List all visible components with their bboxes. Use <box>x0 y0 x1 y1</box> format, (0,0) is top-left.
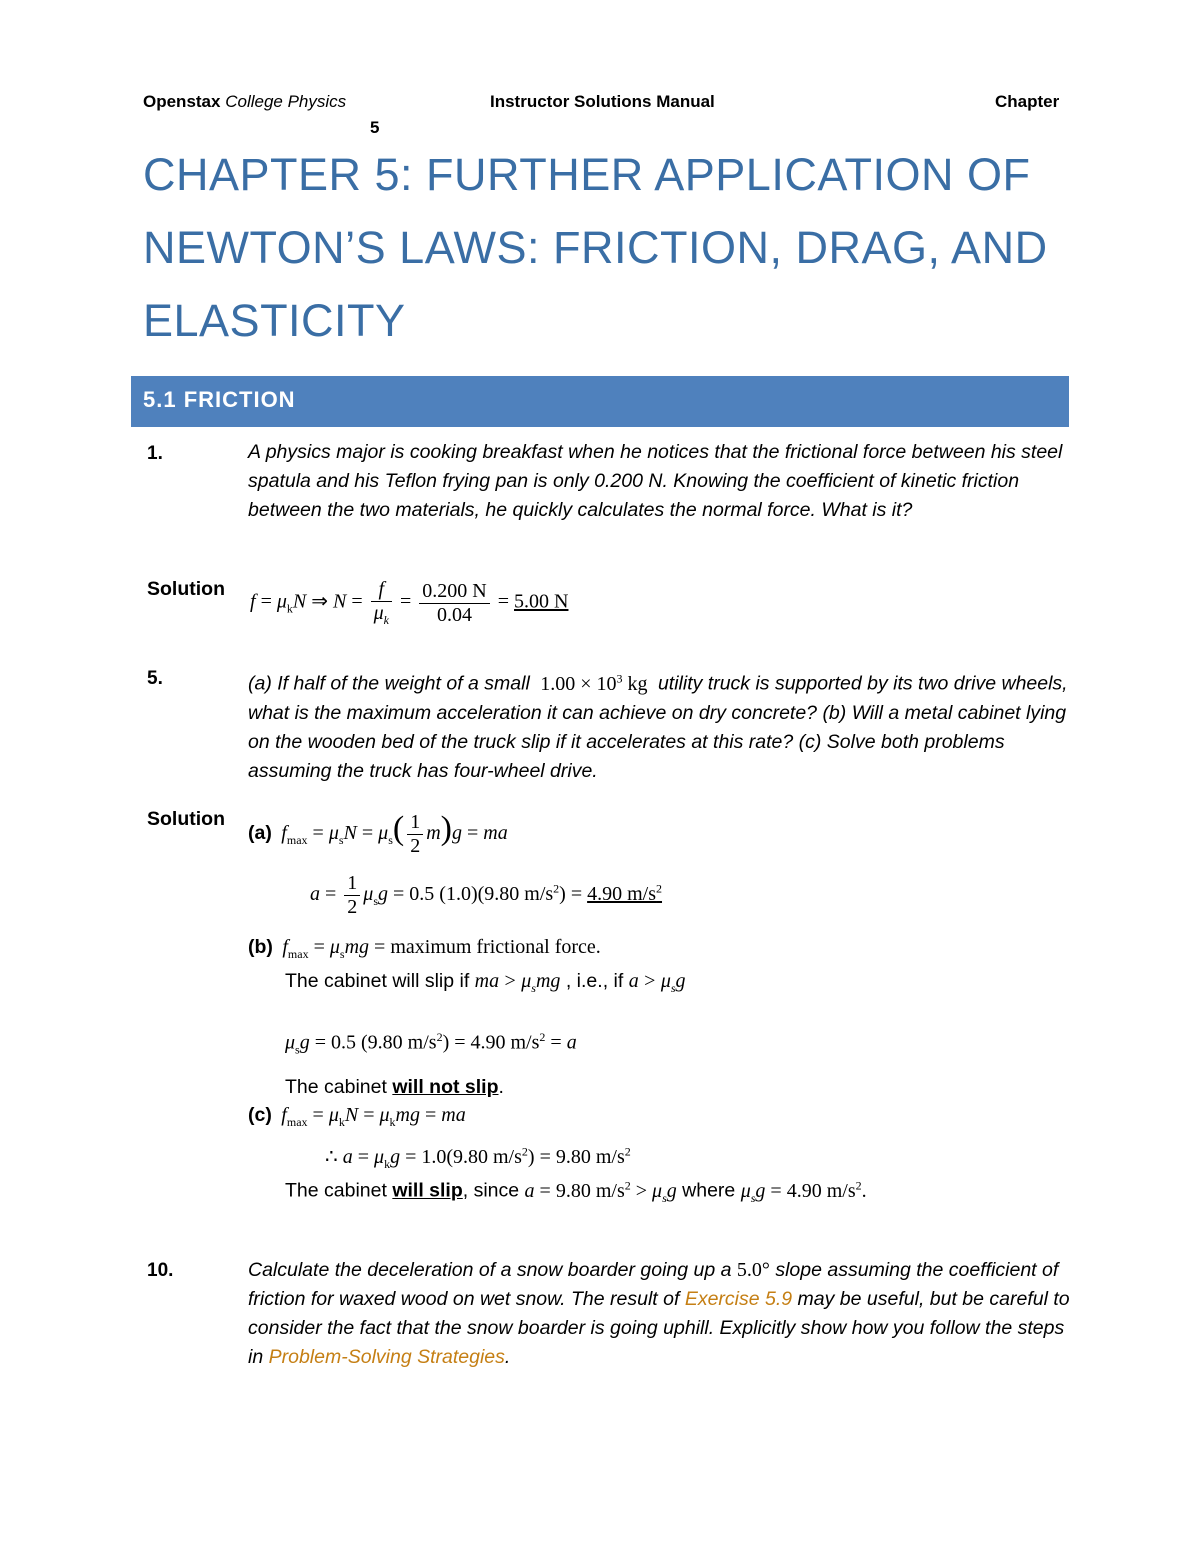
problem-question <box>248 1256 1078 1372</box>
truck-mass: 1.00 × 10 <box>540 672 617 695</box>
part-a-numbers: = 0.5 (1.0)(9.80 m/s <box>393 883 554 906</box>
part-b-words: = maximum frictional force. <box>374 936 601 958</box>
question-text: utility truck is supported by its two drive wheels, what is the maximum acceleration it can achieve on dry concrete? (b) Will a metal cabinet lying on the wooden bed of the truck slip if it accelerates at this rate? (c) Solve both problems assuming the truck has four-wheel drive. <box>248 672 1068 782</box>
part-c-value: = 9.80 m/s <box>539 1179 625 1202</box>
numerator: 0.200 N <box>419 580 489 604</box>
mass-unit: kg <box>627 672 648 695</box>
mass-exponent: 3 <box>616 671 623 685</box>
part-a-equation: (a) $f_{max} = \mu_sN = \mu_s$( $\frac{1}{2}$ m)g = ma <box>248 810 508 857</box>
exercise-link[interactable]: Exercise 5.9 <box>684 1288 793 1310</box>
question-text: slope assuming the coefficient of friction for waxed wood on wet snow. The result of <box>248 1259 1059 1310</box>
part-a-label: (a) <box>248 822 272 844</box>
part-b-text: The cabinet will slip if <box>285 970 470 992</box>
part-b-text: , i.e., if <box>565 970 624 992</box>
solution-equation: $f = \mu_kN$ ⇒ N = $\frac{f}{\mu_k}$ = $\frac{0.200 N}{0.04}$ = 5.00 N <box>250 578 569 627</box>
question-text: may be useful, but be careful to consider the fact that the snow boarder is going uphill. Explicitly show how you follow the steps in <box>248 1288 1070 1368</box>
problem-number: 5. <box>147 668 163 689</box>
part-c-conclusion: The cabinet will slip, since a = 9.80 $m/s^2 > \mu_sg$ where $\mu_sg = 4.90$ $m/s^2$. <box>285 1178 867 1205</box>
part-b-conclusion <box>285 1076 504 1099</box>
strategies-link[interactable]: Problem-Solving Strategies <box>268 1346 505 1368</box>
part-a-answer: 4.90 m/s <box>587 883 657 906</box>
part-c-value: = 4.90 m/s <box>770 1179 856 1202</box>
section-banner <box>131 376 1069 427</box>
part-b-calc-result: ) = 4.90 m/s <box>442 1031 540 1054</box>
header-left <box>143 92 346 112</box>
conclusion-answer: will not slip <box>392 1076 499 1098</box>
denominator: 0.04 <box>437 603 472 626</box>
question-text: (a) If half of the weight of a small <box>248 672 530 695</box>
problem-number: 10. <box>147 1260 174 1281</box>
part-b-condition: The cabinet will slip if ma > $\mu_smg$ , i.e., if $a > \mu_sg$ <box>285 970 686 995</box>
conclusion-text: , since <box>462 1179 520 1202</box>
header-chapter-number: 5 <box>370 118 380 137</box>
problem-question <box>248 664 1078 786</box>
part-c-label: (c) <box>248 1104 272 1126</box>
problem-question: A physics major is cooking breakfast when he notices that the frictional force between his steel spatula and his Teflon frying pan is only 0.200 N. Knowing the coefficient of kinetic friction between the two materials, he quickly calculates the normal force. What is it? <box>248 441 1063 521</box>
part-c-calc-value: = 1.0(9.80 m/s <box>405 1146 522 1168</box>
header-right: Chapter <box>995 92 1060 111</box>
section-title: 5.1 FRICTION <box>143 387 296 412</box>
conclusion-text: The cabinet <box>285 1076 387 1098</box>
answer: 5.00 N <box>514 590 569 613</box>
part-b-calc-value: = 0.5 (9.80 m/s <box>314 1031 437 1054</box>
chapter-title: CHAPTER 5: FURTHER APPLICATION OF NEWTON’S LAWS: FRICTION, DRAG, AND ELASTICITY <box>143 149 1048 346</box>
conclusion-text: where <box>682 1179 736 1202</box>
part-b-label: (b) <box>248 936 273 958</box>
question-text: . <box>504 1346 511 1368</box>
part-b-calc: $\mu_sg = 0.5$ (9.80 $m/s^2) = 4.90$ $m/s^2 = a$ <box>285 1030 577 1057</box>
part-c-calc-result: ) = 9.80 m/s <box>527 1146 625 1168</box>
conclusion-answer: will slip <box>392 1179 463 1202</box>
header-book-title: College Physics <box>225 92 347 111</box>
part-b-equation: (b) $f_{max} = \mu_smg$ = maximum frictional force. <box>248 936 601 961</box>
part-c-calc: ∴ $a = \mu_kg = 1.0(9.80$ $m/s^2) = 9.80$ $m/s^2$ <box>325 1144 631 1171</box>
part-c-equation: (c) $f_{max} = \mu_kN = \mu_kmg$ = ma <box>248 1104 466 1129</box>
part-a-result: a = $\frac{1}{2}$ $\mu_sg = 0.5$ (1.0)(9.80 $m/s^2) = 4.90$ $m/s^2$ <box>310 872 663 918</box>
question-text: Calculate the deceleration of a snow boarder going up a <box>248 1259 732 1281</box>
header-center: Instructor Solutions Manual <box>490 92 715 111</box>
solution-label: Solution <box>147 808 225 830</box>
problem-number: 1. <box>147 443 163 464</box>
solution-label: Solution <box>147 578 225 600</box>
header-publisher: Openstax <box>143 92 221 111</box>
conclusion-text: The cabinet <box>285 1179 387 1202</box>
slope-angle: 5.0° <box>736 1259 770 1281</box>
conclusion-text: . <box>498 1076 504 1098</box>
